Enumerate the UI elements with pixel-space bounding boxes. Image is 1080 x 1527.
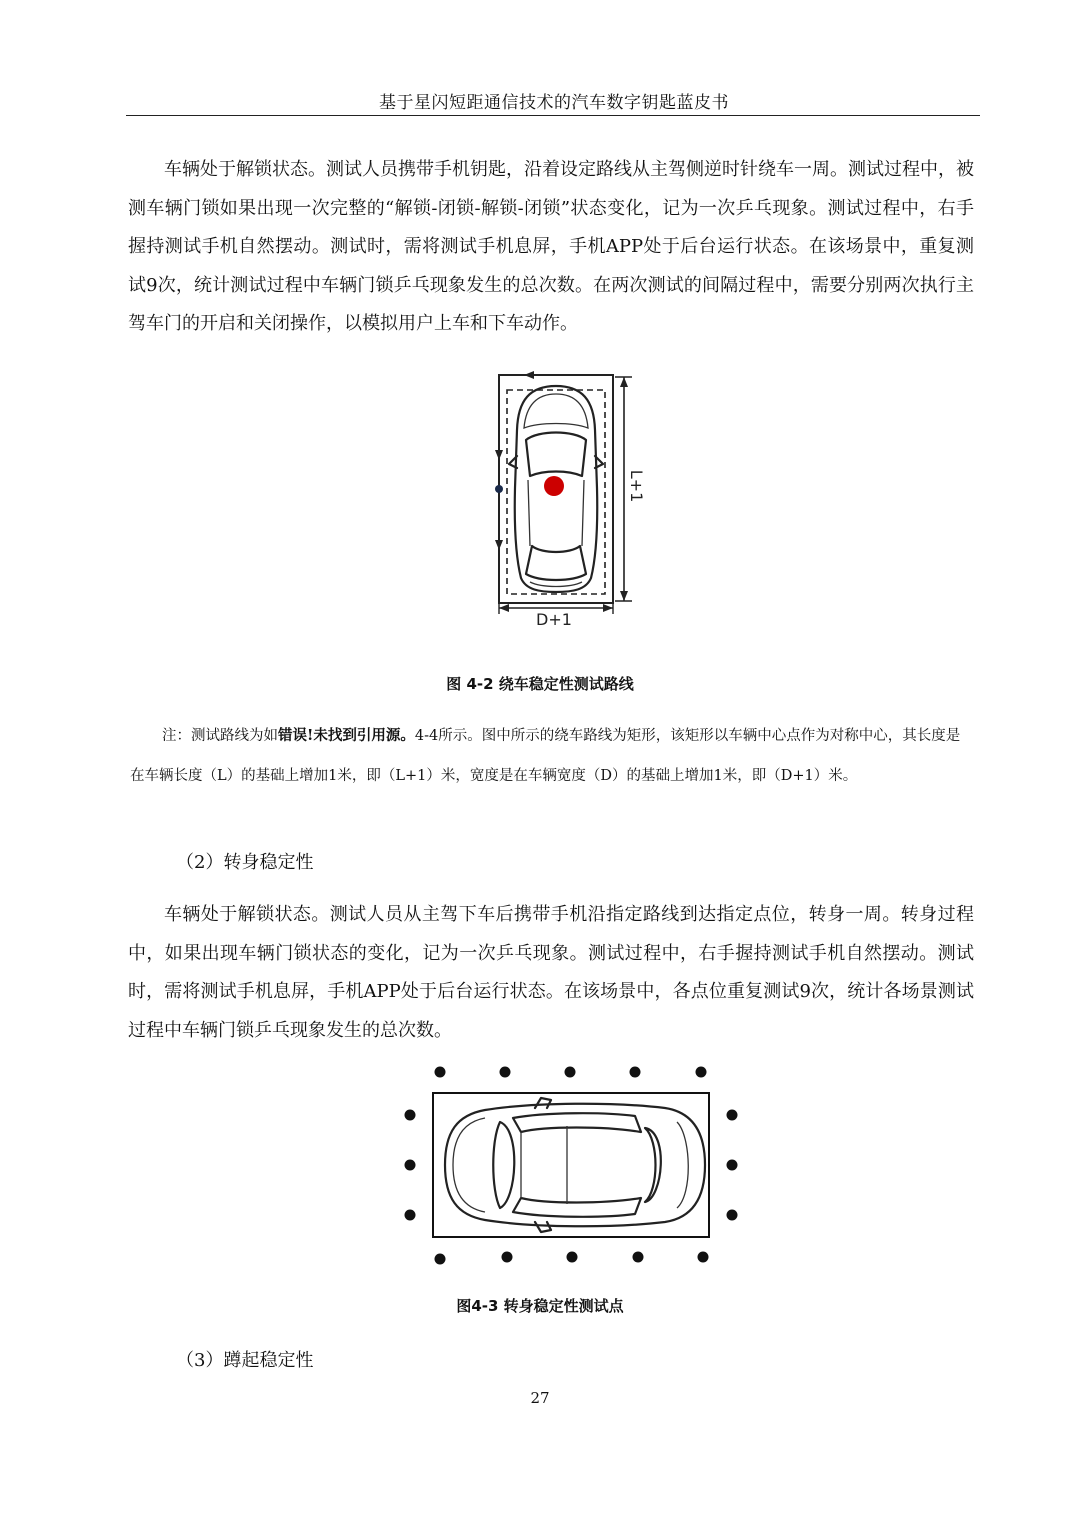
- figure-note: [130, 716, 974, 796]
- page-header: 基于星闪短距通信技术的汽车数字钥匙蓝皮书: [379, 93, 729, 113]
- note-prefix: 注：测试路线为如: [162, 728, 278, 744]
- width-dimension-label: D+1: [536, 610, 572, 629]
- section-3-title: （3）蹲起稳定性: [176, 1350, 314, 1371]
- turn-test-points-diagram: [395, 1060, 745, 1275]
- route-arrow-left-icon: [524, 371, 534, 379]
- test-point-dots: [405, 1067, 738, 1265]
- length-dimension-label: L+1: [627, 469, 646, 503]
- route-arrow-down-icon: [495, 450, 503, 460]
- car-boundary-rectangle: [433, 1093, 709, 1237]
- driver-side-dot: [495, 485, 503, 493]
- car-top-view-icon-2: [445, 1098, 705, 1232]
- note-reference-error: 错误!未找到引用源。: [278, 727, 415, 744]
- paragraph-turn-test: 车辆处于解锁状态。测试人员从主驾下车后携带手机沿指定路线到达指定点位，转身一周。转身过程中，如果出现车辆门锁状态的变化，记为一次乒乓现象。测试过程中，右手握持测试手机自然摆动。测试时，需将测试手机息屏，手机APP处于后台运行状态。在该场景中，各点位重复测试9次，统计各场景测试过程中车辆门锁乒乓现象发生的总次数。: [128, 904, 974, 1041]
- note-suffix: 4-4所示。图中所示的绕车路线为矩形，该矩形以车辆中心点作为对称中心，其长度是在车辆长度（L）的基础上增加1米，即（L+1）米，宽度是在车辆宽度（D）的基础上增加1米，即（D+1）米。: [130, 728, 961, 784]
- page-number: 27: [530, 1389, 550, 1407]
- route-arrow-down-icon-2: [495, 540, 503, 550]
- orbit-route-diagram: [490, 368, 650, 630]
- car-center-marker: [544, 476, 564, 496]
- figure-4-2-caption: 图 4-2 绕车稳定性测试路线: [446, 675, 634, 693]
- paragraph-orbit-test: 车辆处于解锁状态。测试人员携带手机钥匙，沿着设定路线从主驾侧逆时针绕车一周。测试过程中，被测车辆门锁如果出现一次完整的“解锁-闭锁-解锁-闭锁”状态变化，记为一次乒乓现象。测试过程中，右手握持测试手机自然摆动。测试时，需将测试手机息屏，手机APP处于后台运行状态。在该场景中，重复测试9次，统计测试过程中车辆门锁乒乓现象发生的总次数。在两次测试的间隔过程中，需要分别两次执行主驾车门的开启和关闭操作，以模拟用户上车和下车动作。: [128, 159, 974, 334]
- figure-4-3-caption: 图4-3 转身稳定性测试点: [456, 1297, 624, 1315]
- section-2-title: （2）转身稳定性: [176, 852, 314, 873]
- header-divider: [126, 115, 980, 116]
